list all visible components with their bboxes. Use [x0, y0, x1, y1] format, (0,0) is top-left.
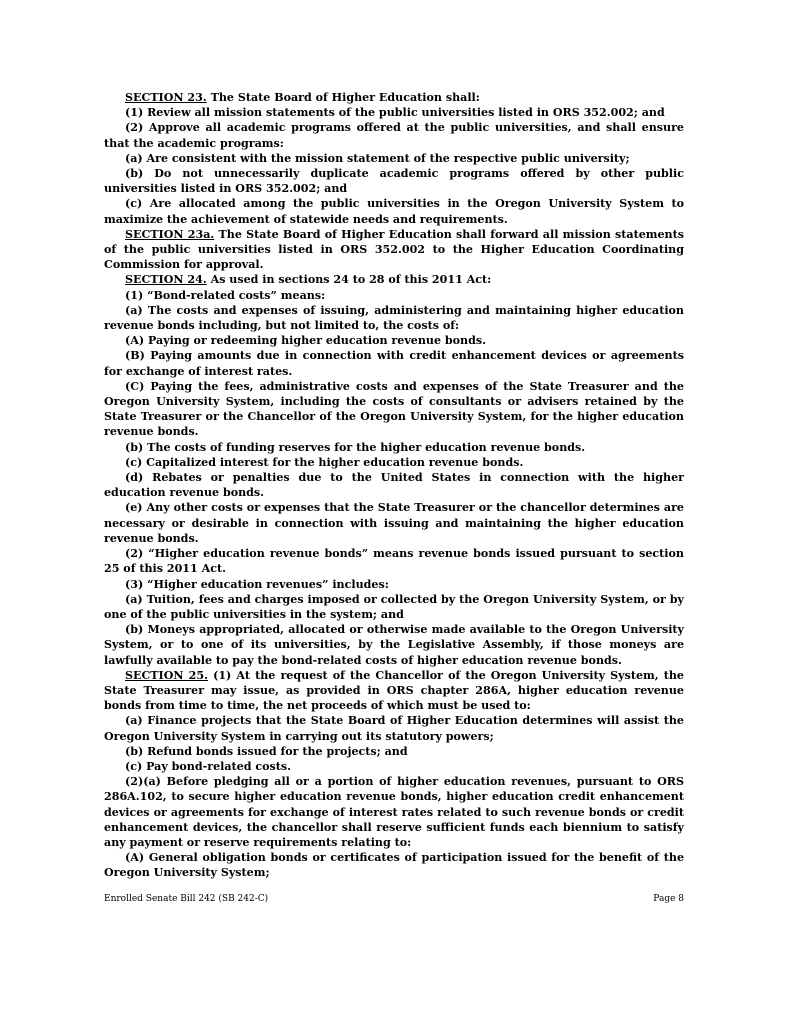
paragraph-text: (2) “Higher education revenue bonds” means revenue bonds issued pursuant to section 25 of this 2011 Act.	[104, 547, 684, 576]
paragraph	[104, 440, 684, 455]
paragraph	[104, 546, 684, 576]
paragraph-text: (b) Refund bonds issued for the projects; and	[125, 744, 408, 758]
paragraph-text: (2) Approve all academic programs offered at the public universities, and shall ensure that the academic programs:	[104, 121, 684, 150]
paragraph-text: As used in sections 24 to 28 of this 2011 Act:	[206, 273, 492, 287]
paragraph	[104, 592, 684, 622]
paragraph-text: (c) Pay bond-related costs.	[125, 759, 291, 773]
section-heading: SECTION 24.	[125, 273, 207, 287]
section-heading: SECTION 25.	[125, 668, 208, 682]
paragraph-text: (3) “Higher education revenues” includes:	[125, 577, 389, 591]
paragraph	[104, 120, 684, 150]
paragraph-text: (d) Rebates or penalties due to the United States in connection with the higher education revenue bonds.	[104, 471, 684, 500]
paragraph	[104, 379, 684, 440]
paragraph-text: (b) Do not unnecessarily duplicate academic programs offered by other public universities listed in ORS 352.002; and	[104, 167, 684, 196]
paragraph-text: (C) Paying the fees, administrative costs and expenses of the State Treasurer and the Oregon University System, including the costs of consultants or advisers retained by the State Treasurer or the Chancellor of the Oregon University System, for the higher education revenue bonds.	[104, 379, 684, 439]
document-body	[104, 90, 684, 881]
paragraph	[104, 348, 684, 378]
section-heading: SECTION 23a.	[125, 227, 215, 241]
paragraph-text: (A) Paying or redeeming higher education revenue bonds.	[125, 334, 486, 348]
paragraph	[104, 105, 684, 120]
paragraph-text: (a) Finance projects that the State Board of Higher Education determines will assist the Oregon University System in carrying out its statutory powers;	[104, 714, 684, 743]
paragraph	[104, 227, 684, 273]
paragraph-text: (b) Moneys appropriated, allocated or otherwise made available to the Oregon University System, or to one of its universities, by the Legislative Assembly, if those moneys are lawfully available to pay the bond-related costs of higher education revenue bonds.	[104, 623, 684, 667]
paragraph	[104, 759, 684, 774]
paragraph-text: (a) Are consistent with the mission statement of the respective public university;	[125, 151, 630, 165]
section-heading: SECTION 23.	[125, 91, 207, 104]
paragraph	[104, 774, 684, 850]
paragraph	[104, 577, 684, 592]
paragraph-text: (1) Review all mission statements of the public universities listed in ORS 352.002; and	[125, 106, 665, 120]
footer-page-number: Page 8	[653, 894, 684, 904]
paragraph-text: (2)(a) Before pledging all or a portion of higher education revenues, pursuant to ORS 286A.102, to secure higher education revenue bonds, higher education credit enhancement devices or agreements for exchange of interest rates related to such revenue bonds or credit enhancement devices, the chancellor shall reserve sufficient funds each biennium to satisfy any payment or reserve requirements relating to:	[104, 775, 684, 849]
paragraph-text: (c) Capitalized interest for the higher education revenue bonds.	[125, 455, 524, 469]
paragraph	[104, 622, 684, 668]
paragraph	[104, 850, 684, 880]
paragraph	[104, 668, 684, 714]
paragraph-text: The State Board of Higher Education shall forward all mission statements of the public universities listed in ORS 352.002 to the Higher Education Coordinating Commission for approval.	[104, 227, 684, 272]
paragraph	[104, 333, 684, 348]
paragraph	[104, 470, 684, 500]
paragraph-text: (c) Are allocated among the public universities in the Oregon University System to maximize the achievement of statewide needs and requirements.	[104, 197, 684, 226]
paragraph	[104, 713, 684, 743]
page-footer	[104, 894, 684, 904]
paragraph-text: (e) Any other costs or expenses that the State Treasurer or the chancellor determines are necessary or desirable in connection with issuing and maintaining the higher education revenue bonds.	[104, 501, 684, 545]
footer-bill-title: Enrolled Senate Bill 242 (SB 242-C)	[104, 894, 269, 904]
paragraph	[104, 288, 684, 303]
paragraph-text: (a) The costs and expenses of issuing, administering and maintaining higher education revenue bonds including, but not limited to, the costs of:	[104, 303, 684, 333]
paragraph	[104, 272, 684, 287]
paragraph	[104, 303, 684, 333]
paragraph	[104, 90, 684, 105]
paragraph-text: (a) Tuition, fees and charges imposed or collected by the Oregon University System, or by one of the public universities in the system; and	[104, 592, 684, 621]
paragraph	[104, 166, 684, 196]
paragraph	[104, 744, 684, 759]
paragraph-text: (A) General obligation bonds or certificates of participation issued for the benefit of the Oregon University System;	[104, 851, 684, 880]
paragraph-text: (b) The costs of funding reserves for the higher education revenue bonds.	[125, 440, 586, 454]
paragraph	[104, 196, 684, 226]
paragraph	[104, 500, 684, 546]
paragraph-text: The State Board of Higher Education shall:	[206, 91, 480, 104]
paragraph-text: (B) Paying amounts due in connection with credit enhancement devices or agreements for exchange of interest rates.	[104, 349, 684, 378]
paragraph	[104, 151, 684, 166]
paragraph	[104, 455, 684, 470]
paragraph-text: (1) “Bond-related costs” means:	[125, 288, 326, 302]
paragraph-text: (1) At the request of the Chancellor of the Oregon University System, the State Treasurer may issue, as provided in ORS chapter 286A, higher education revenue bonds from time to time, the net proceeds of which must be used to:	[104, 668, 684, 713]
